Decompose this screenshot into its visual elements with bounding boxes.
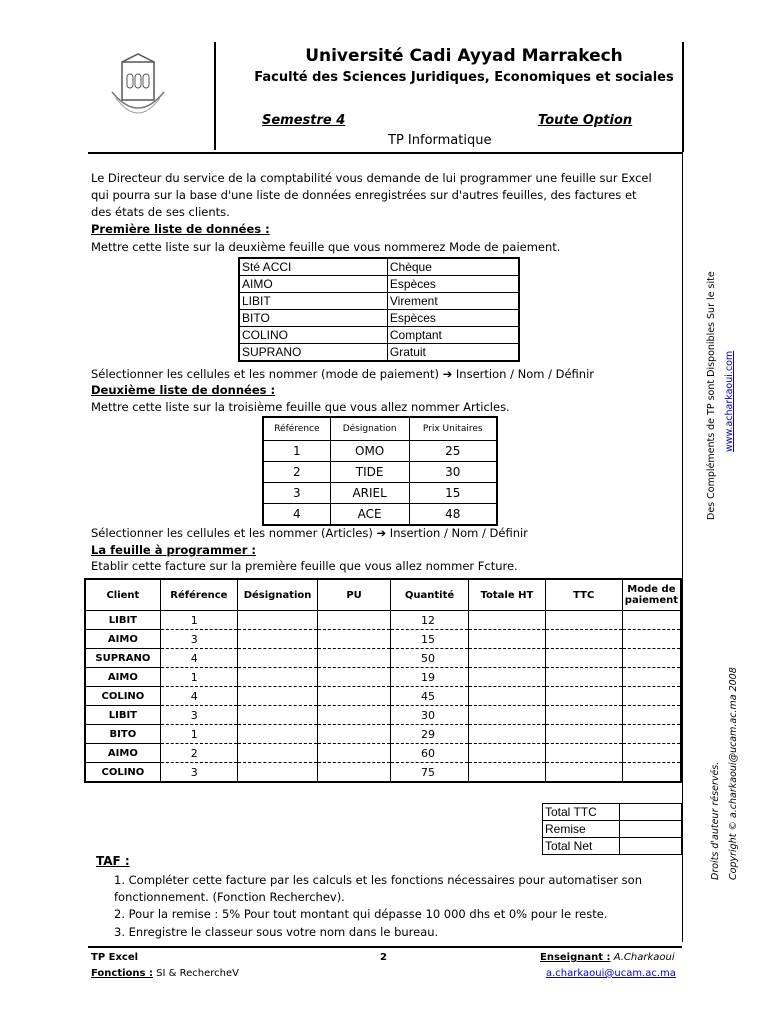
table-row <box>263 504 497 526</box>
taf-item-2: 2. Pour la remise : 5% Pour tout montant qui dépasse 10 000 dhs et 0% pour le reste. <box>114 907 608 921</box>
table-header: Prix Unitaires <box>409 417 497 441</box>
quantity-cell: 15 <box>390 630 468 649</box>
empty-cell <box>545 630 622 649</box>
section2-after: Sélectionner les cellules et les nommer (Articles) ➔ Insertion / Nom / Définir <box>91 526 528 540</box>
empty-cell <box>238 668 318 687</box>
quantity-cell: 19 <box>390 668 468 687</box>
table-row <box>85 649 681 668</box>
quantity-cell: 45 <box>390 687 468 706</box>
table-row <box>239 293 519 310</box>
table-cell: TIDE <box>330 462 409 483</box>
empty-cell <box>238 611 318 630</box>
empty-cell <box>318 668 391 687</box>
university-logo-icon <box>108 52 168 122</box>
table-row <box>543 821 682 838</box>
table-row <box>239 344 519 362</box>
taf-item-3: 3. Enregistre le classeur sous votre nom dans le bureau. <box>114 925 439 939</box>
reference-cell: 1 <box>160 611 237 630</box>
client-cell: LIBIT <box>85 706 160 725</box>
empty-cell <box>545 668 622 687</box>
table-cell: 4 <box>263 504 330 526</box>
empty-cell <box>238 725 318 744</box>
quantity-cell: 30 <box>390 706 468 725</box>
reference-cell: 2 <box>160 744 237 763</box>
intro-line-1: Le Directeur du service de la comptabilité vous demande de lui programmer une feuille sur Excel <box>91 171 652 185</box>
section1-instruction: Mettre cette liste sur la deuxième feuille que vous nommerez Mode de paiement. <box>91 240 561 254</box>
table-row <box>263 441 497 462</box>
client-cell: AIMO <box>85 630 160 649</box>
footer-email-link[interactable]: a.charkaoui@ucam.ac.ma <box>546 968 676 979</box>
table-row <box>85 744 681 763</box>
payment-mode-table <box>238 257 520 362</box>
empty-cell <box>545 649 622 668</box>
empty-cell <box>469 725 546 744</box>
sidebar-copyright: Copyright © a.charkaoui@ucam.ac.ma 2008 <box>728 667 739 880</box>
table-header: Quantité <box>390 579 468 611</box>
taf-title: TAF : <box>96 854 130 868</box>
empty-cell <box>238 630 318 649</box>
table-header-row <box>85 579 681 611</box>
empty-cell <box>545 706 622 725</box>
table-cell: SUPRANO <box>239 344 387 362</box>
taf-item-1: 1. Compléter cette facture par les calculs et les fonctions nécessaires pour automatiser son <box>114 873 642 887</box>
empty-cell <box>238 649 318 668</box>
table-cell: 30 <box>409 462 497 483</box>
empty-cell <box>620 838 682 855</box>
empty-cell <box>469 763 546 783</box>
table-cell: AIMO <box>239 276 387 293</box>
empty-cell <box>622 668 681 687</box>
table-cell: 15 <box>409 483 497 504</box>
table-row <box>543 804 682 821</box>
empty-cell <box>622 649 681 668</box>
table-cell: Virement <box>387 293 519 310</box>
table-cell: 3 <box>263 483 330 504</box>
empty-cell <box>545 611 622 630</box>
table-cell: Comptant <box>387 327 519 344</box>
reference-cell: 3 <box>160 763 237 783</box>
table-row <box>85 706 681 725</box>
empty-cell <box>622 630 681 649</box>
section3-instruction: Etablir cette facture sur la première feuille que vous allez nommer Fcture. <box>91 559 518 573</box>
reference-cell: 3 <box>160 630 237 649</box>
client-cell: LIBIT <box>85 611 160 630</box>
section3-title: La feuille à programmer : <box>91 543 256 557</box>
quantity-cell: 60 <box>390 744 468 763</box>
table-row <box>263 483 497 504</box>
client-cell: BITO <box>85 725 160 744</box>
intro-line-3: des états de ses clients. <box>91 205 230 219</box>
total-net-label: Total Net <box>543 838 620 855</box>
table-header-row <box>263 417 497 441</box>
header-divider <box>88 152 682 154</box>
table-cell: Chèque <box>387 258 519 276</box>
page-number: 2 <box>380 952 387 963</box>
table-header: Désignation <box>238 579 318 611</box>
empty-cell <box>622 687 681 706</box>
empty-cell <box>469 630 546 649</box>
right-border-top <box>682 42 684 152</box>
footer-functions <box>91 968 239 979</box>
client-cell: SUPRANO <box>85 649 160 668</box>
table-row <box>85 763 681 783</box>
empty-cell <box>469 611 546 630</box>
totals-table <box>542 803 682 855</box>
empty-cell <box>620 804 682 821</box>
empty-cell <box>318 687 391 706</box>
empty-cell <box>238 687 318 706</box>
section1-after: Sélectionner les cellules et les nommer (mode de paiement) ➔ Insertion / Nom / Définir <box>91 367 595 381</box>
footer-teacher-label: Enseignant : <box>540 952 611 963</box>
footer-functions-value: SI & RechercheV <box>156 968 239 979</box>
table-cell: ARIEL <box>330 483 409 504</box>
quantity-cell: 75 <box>390 763 468 783</box>
table-row <box>85 611 681 630</box>
client-cell: COLINO <box>85 687 160 706</box>
table-header: Totale HT <box>469 579 546 611</box>
articles-table <box>262 416 498 526</box>
table-row <box>85 668 681 687</box>
empty-cell <box>238 763 318 783</box>
table-header: Désignation <box>330 417 409 441</box>
university-name: Université Cadi Ayyad Marrakech <box>305 46 623 66</box>
reference-cell: 3 <box>160 706 237 725</box>
empty-cell <box>469 706 546 725</box>
table-cell: OMO <box>330 441 409 462</box>
empty-cell <box>622 744 681 763</box>
table-header: Mode de paiement <box>622 579 681 611</box>
table-header: Client <box>85 579 160 611</box>
table-row <box>85 630 681 649</box>
table-row <box>543 838 682 855</box>
reference-cell: 4 <box>160 687 237 706</box>
table-cell: Sté ACCI <box>239 258 387 276</box>
table-header: PU <box>318 579 391 611</box>
empty-cell <box>318 763 391 783</box>
empty-cell <box>238 706 318 725</box>
empty-cell <box>469 649 546 668</box>
reference-cell: 1 <box>160 668 237 687</box>
remise-label: Remise <box>543 821 620 838</box>
table-header: Référence <box>263 417 330 441</box>
section2-title: Deuxième liste de données : <box>91 383 276 397</box>
table-cell: ACE <box>330 504 409 526</box>
table-cell: 1 <box>263 441 330 462</box>
faculty-name: Faculté des Sciences Juridiques, Economiques et sociales <box>254 70 674 85</box>
empty-cell <box>545 763 622 783</box>
empty-cell <box>545 744 622 763</box>
empty-cell <box>469 668 546 687</box>
table-cell: 2 <box>263 462 330 483</box>
client-cell: AIMO <box>85 668 160 687</box>
quantity-cell: 50 <box>390 649 468 668</box>
empty-cell <box>622 611 681 630</box>
table-row <box>239 276 519 293</box>
table-cell: 48 <box>409 504 497 526</box>
empty-cell <box>318 649 391 668</box>
table-header: TTC <box>545 579 622 611</box>
intro-line-2: qui pourra sur la base d'une liste de données enregistrées sur d'autres feuilles, des factures et <box>91 188 637 202</box>
empty-cell <box>545 687 622 706</box>
taf-item-1-cont: fonctionnement. (Fonction Recherchev). <box>114 890 345 904</box>
empty-cell <box>469 744 546 763</box>
option-label: Toute Option <box>538 113 633 128</box>
course-title: TP Informatique <box>388 133 492 148</box>
table-row <box>85 725 681 744</box>
table-cell: BITO <box>239 310 387 327</box>
right-border <box>682 152 683 942</box>
empty-cell <box>318 611 391 630</box>
table-cell: Espèces <box>387 276 519 293</box>
empty-cell <box>469 687 546 706</box>
quantity-cell: 29 <box>390 725 468 744</box>
empty-cell <box>318 744 391 763</box>
empty-cell <box>238 744 318 763</box>
empty-cell <box>622 725 681 744</box>
client-cell: COLINO <box>85 763 160 783</box>
table-cell: LIBIT <box>239 293 387 310</box>
footer-functions-label: Fonctions : <box>91 968 153 979</box>
empty-cell <box>622 763 681 783</box>
table-row <box>239 258 519 276</box>
invoice-table <box>84 578 682 783</box>
empty-cell <box>318 630 391 649</box>
reference-cell: 4 <box>160 649 237 668</box>
quantity-cell: 12 <box>390 611 468 630</box>
total-ttc-label: Total TTC <box>543 804 620 821</box>
section1-title: Première liste de données : <box>91 222 270 236</box>
footer-tp-excel: TP Excel <box>91 952 139 963</box>
table-cell: Espèces <box>387 310 519 327</box>
empty-cell <box>318 725 391 744</box>
sidebar-complements: Des Compléments de TP sont Disponibles Sur le site <box>706 271 717 520</box>
reference-cell: 1 <box>160 725 237 744</box>
footer-divider <box>88 946 682 948</box>
table-row <box>239 310 519 327</box>
section2-instruction: Mettre cette liste sur la troisième feuille que vous allez nommer Articles. <box>91 400 510 414</box>
footer-teacher-name: A.Charkaoui <box>613 952 675 963</box>
sidebar-rights: Droits d'auteur réservés. <box>710 761 721 880</box>
table-row <box>85 687 681 706</box>
empty-cell <box>545 725 622 744</box>
empty-cell <box>622 706 681 725</box>
sidebar-site-link[interactable]: www.acharkaoui.com <box>724 350 735 452</box>
empty-cell <box>318 706 391 725</box>
table-header: Référence <box>160 579 237 611</box>
semester-label: Semestre 4 <box>262 113 346 128</box>
client-cell: AIMO <box>85 744 160 763</box>
empty-cell <box>620 821 682 838</box>
footer-teacher <box>540 952 675 963</box>
table-cell: COLINO <box>239 327 387 344</box>
table-cell: Gratuit <box>387 344 519 362</box>
table-row <box>263 462 497 483</box>
table-cell: 25 <box>409 441 497 462</box>
table-row <box>239 327 519 344</box>
